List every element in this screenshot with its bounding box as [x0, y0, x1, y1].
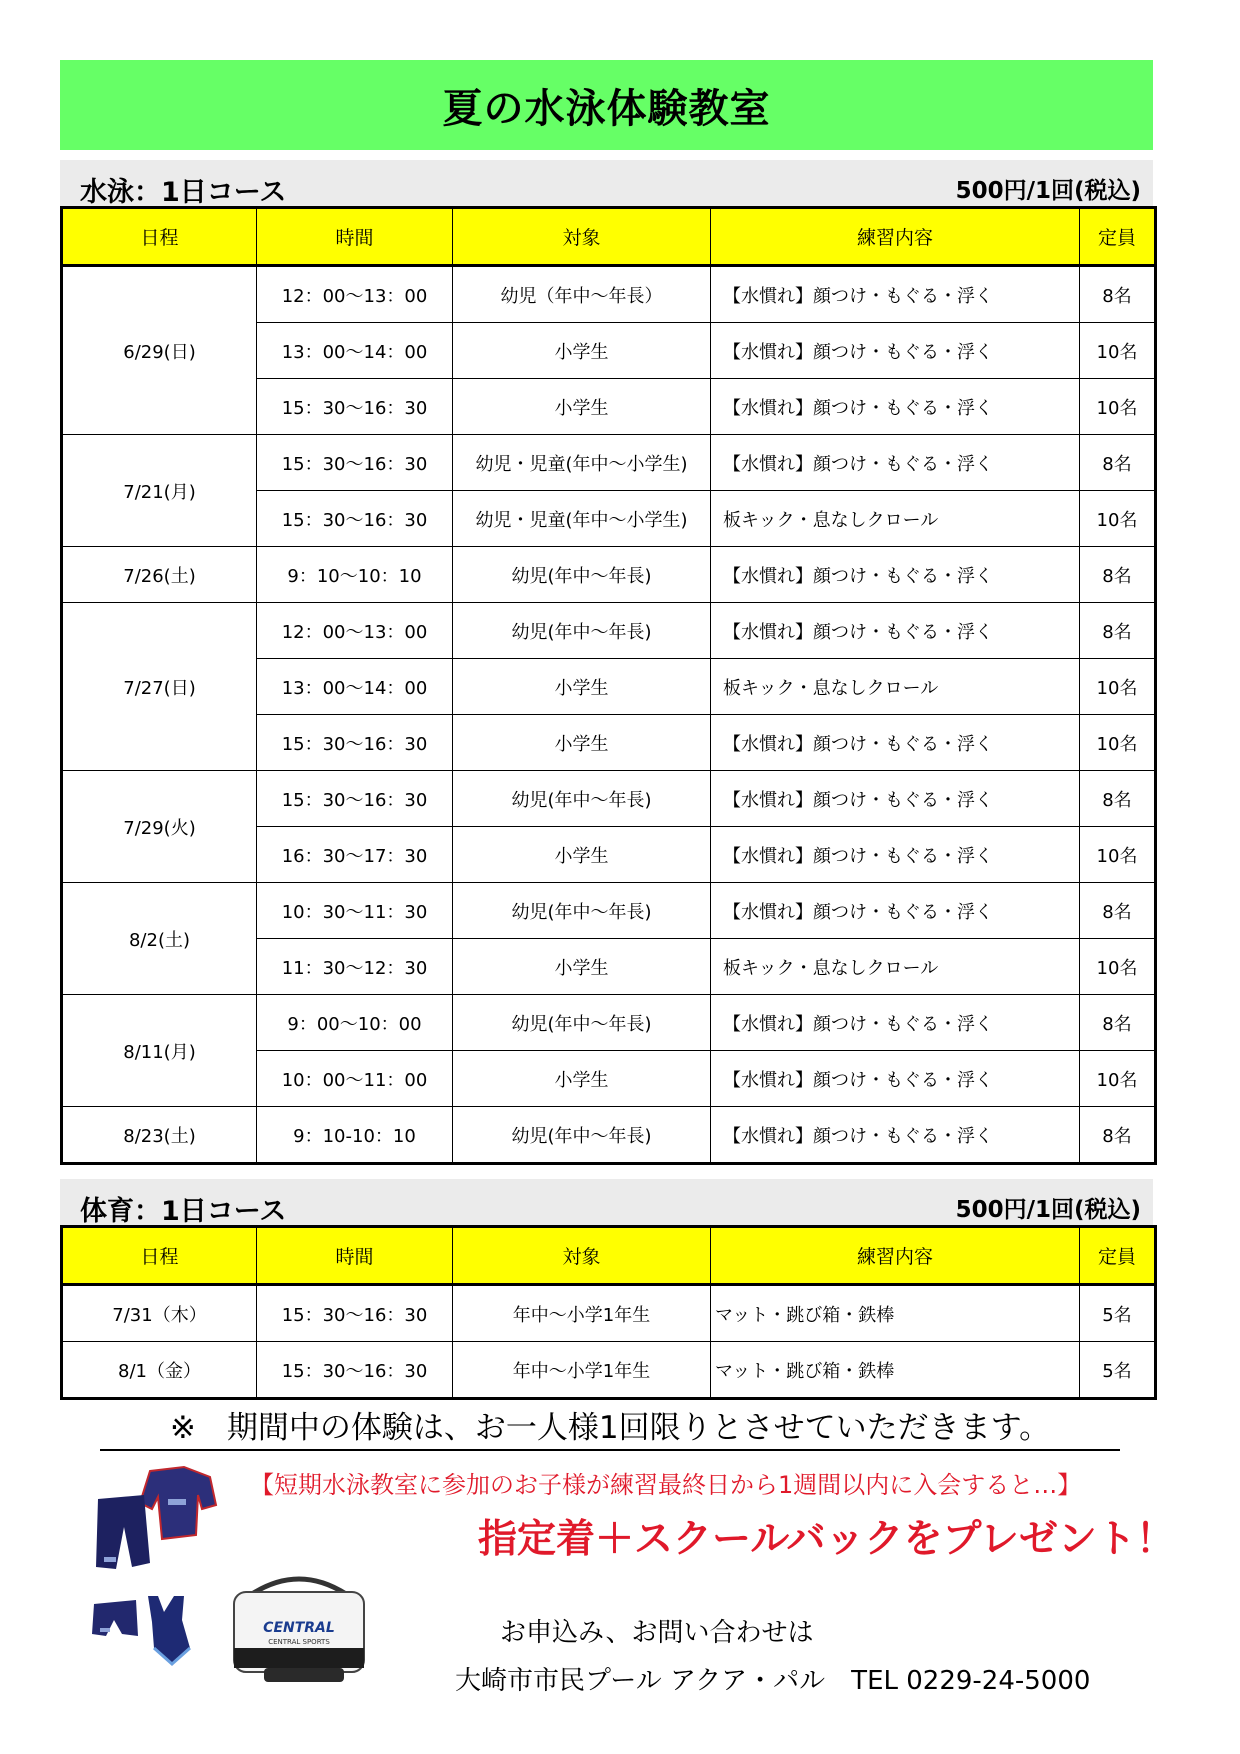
- table-row: [62, 547, 1156, 603]
- content-cell: 【水慣れ】顔つけ・もぐる・浮く: [711, 435, 1080, 491]
- content-cell: 【水慣れ】顔つけ・もぐる・浮く: [711, 547, 1080, 603]
- table-row: [62, 435, 1156, 491]
- table-row: [62, 603, 1156, 659]
- capacity-cell: 10名: [1080, 1051, 1156, 1107]
- capacity-cell: 10名: [1080, 715, 1156, 771]
- content-cell: 【水慣れ】顔つけ・もぐる・浮く: [711, 827, 1080, 883]
- target-cell: 年中～小学1年生: [453, 1285, 711, 1342]
- date-cell: 7/27(日): [62, 603, 257, 771]
- header-time: 時間: [257, 1227, 453, 1285]
- pe-table-header-row: [62, 1227, 1156, 1285]
- target-cell: 幼児(年中～年長): [453, 771, 711, 827]
- pe-course-name: 体育：1日コース: [80, 1196, 287, 1227]
- time-cell: 10：30～11：30: [257, 883, 453, 939]
- pe-course-price: 500円/1回(税込): [955, 1197, 1141, 1223]
- time-cell: 9：10-10：10: [257, 1107, 453, 1164]
- time-cell: 9：00～10：00: [257, 995, 453, 1051]
- content-cell: 板キック・息なしクロール: [711, 659, 1080, 715]
- target-cell: 幼児（年中～年長）: [453, 266, 711, 323]
- content-cell: 【水慣れ】顔つけ・もぐる・浮く: [711, 266, 1080, 323]
- content-cell: 【水慣れ】顔つけ・もぐる・浮く: [711, 1107, 1080, 1164]
- content-cell: 【水慣れ】顔つけ・もぐる・浮く: [711, 715, 1080, 771]
- time-cell: 13：00～14：00: [257, 323, 453, 379]
- capacity-cell: 5名: [1080, 1342, 1156, 1399]
- page-title: 夏の水泳体験教室: [442, 85, 771, 132]
- header-date: 日程: [62, 208, 257, 266]
- notice-text: ※ 期間中の体験は、お一人様1回限りとさせていただきます。: [100, 1402, 1120, 1451]
- content-cell: 板キック・息なしクロール: [711, 491, 1080, 547]
- capacity-cell: 10名: [1080, 659, 1156, 715]
- swim-uniform-image: [92, 1465, 222, 1573]
- date-cell: 8/1（金）: [62, 1342, 257, 1399]
- target-cell: 小学生: [453, 379, 711, 435]
- content-cell: 板キック・息なしクロール: [711, 939, 1080, 995]
- content-cell: 【水慣れ】顔つけ・もぐる・浮く: [711, 379, 1080, 435]
- time-cell: 11：30～12：30: [257, 939, 453, 995]
- contact-intro: お申込み、お問い合わせは: [500, 1618, 814, 1648]
- time-cell: 12：00～13：00: [257, 603, 453, 659]
- time-cell: 15：30～16：30: [257, 771, 453, 827]
- target-cell: 小学生: [453, 323, 711, 379]
- date-cell: 7/21(月): [62, 435, 257, 547]
- date-cell: 8/11(月): [62, 995, 257, 1107]
- table-row: [62, 1285, 1156, 1342]
- target-cell: 幼児(年中～年長): [453, 547, 711, 603]
- table-row: [62, 1342, 1156, 1399]
- target-cell: 小学生: [453, 827, 711, 883]
- capacity-cell: 8名: [1080, 603, 1156, 659]
- swim-table-header-row: [62, 208, 1156, 266]
- target-cell: 小学生: [453, 939, 711, 995]
- content-cell: 【水慣れ】顔つけ・もぐる・浮く: [711, 1051, 1080, 1107]
- time-cell: 16：30～17：30: [257, 827, 453, 883]
- header-target: 対象: [453, 208, 711, 266]
- table-row: [62, 995, 1156, 1051]
- capacity-cell: 10名: [1080, 939, 1156, 995]
- swim-course-name: 水泳：1日コース: [80, 177, 287, 208]
- promo-present-text: 指定着＋スクールバックをプレゼント！: [478, 1517, 1175, 1562]
- time-cell: 15：30～16：30: [257, 435, 453, 491]
- header-content: 練習内容: [711, 208, 1080, 266]
- header-target: 対象: [453, 1227, 711, 1285]
- date-cell: 8/2(土): [62, 883, 257, 995]
- time-cell: 15：30～16：30: [257, 379, 453, 435]
- content-cell: 【水慣れ】顔つけ・もぐる・浮く: [711, 323, 1080, 379]
- target-cell: 小学生: [453, 715, 711, 771]
- date-cell: 7/31（木）: [62, 1285, 257, 1342]
- header-capacity: 定員: [1080, 208, 1156, 266]
- capacity-cell: 8名: [1080, 547, 1156, 603]
- bag-subtext: CENTRAL SPORTS: [268, 1638, 330, 1646]
- school-bag-image: [224, 1570, 374, 1690]
- time-cell: 15：30～16：30: [257, 715, 453, 771]
- target-cell: 年中～小学1年生: [453, 1342, 711, 1399]
- capacity-cell: 8名: [1080, 883, 1156, 939]
- target-cell: 幼児・児童(年中～小学生): [453, 491, 711, 547]
- time-cell: 15：30～16：30: [257, 1285, 453, 1342]
- title-bar: [60, 60, 1153, 150]
- swimsuit-image: [92, 1592, 202, 1672]
- date-cell: 7/29(火): [62, 771, 257, 883]
- capacity-cell: 10名: [1080, 323, 1156, 379]
- capacity-cell: 10名: [1080, 827, 1156, 883]
- target-cell: 小学生: [453, 659, 711, 715]
- date-cell: 6/29(日): [62, 266, 257, 435]
- capacity-cell: 8名: [1080, 266, 1156, 323]
- content-cell: 【水慣れ】顔つけ・もぐる・浮く: [711, 603, 1080, 659]
- time-cell: 9：10～10：10: [257, 547, 453, 603]
- content-cell: 【水慣れ】顔つけ・もぐる・浮く: [711, 883, 1080, 939]
- pe-schedule-table: [60, 1225, 1157, 1400]
- header-date: 日程: [62, 1227, 257, 1285]
- header-content: 練習内容: [711, 1227, 1080, 1285]
- content-cell: 【水慣れ】顔つけ・もぐる・浮く: [711, 771, 1080, 827]
- time-cell: 15：30～16：30: [257, 1342, 453, 1399]
- time-cell: 10：00～11：00: [257, 1051, 453, 1107]
- capacity-cell: 8名: [1080, 1107, 1156, 1164]
- capacity-cell: 8名: [1080, 435, 1156, 491]
- swim-course-price: 500円/1回(税込): [955, 178, 1141, 204]
- capacity-cell: 8名: [1080, 995, 1156, 1051]
- capacity-cell: 8名: [1080, 771, 1156, 827]
- time-cell: 12：00～13：00: [257, 266, 453, 323]
- time-cell: 15：30～16：30: [257, 491, 453, 547]
- header-capacity: 定員: [1080, 1227, 1156, 1285]
- swim-schedule-table: [60, 206, 1157, 1165]
- bag-logo: CENTRAL: [263, 1620, 335, 1636]
- date-cell: 8/23(土): [62, 1107, 257, 1164]
- content-cell: 【水慣れ】顔つけ・もぐる・浮く: [711, 995, 1080, 1051]
- target-cell: 幼児・児童(年中～小学生): [453, 435, 711, 491]
- content-cell: マット・跳び箱・鉄棒: [711, 1285, 1080, 1342]
- promo-condition-text: 【短期水泳教室に参加のお子様が練習最終日から1週間以内に入会すると…】: [250, 1471, 1082, 1499]
- time-cell: 13：00～14：00: [257, 659, 453, 715]
- header-time: 時間: [257, 208, 453, 266]
- contact-details: 大崎市市民プール アクア・パル TEL 0229-24-5000: [455, 1666, 1091, 1696]
- table-row: [62, 266, 1156, 323]
- content-cell: マット・跳び箱・鉄棒: [711, 1342, 1080, 1399]
- target-cell: 幼児(年中～年長): [453, 883, 711, 939]
- capacity-cell: 10名: [1080, 379, 1156, 435]
- target-cell: 幼児(年中～年長): [453, 603, 711, 659]
- capacity-cell: 10名: [1080, 491, 1156, 547]
- target-cell: 小学生: [453, 1051, 711, 1107]
- table-row: [62, 883, 1156, 939]
- target-cell: 幼児(年中～年長): [453, 1107, 711, 1164]
- table-row: [62, 1107, 1156, 1164]
- capacity-cell: 5名: [1080, 1285, 1156, 1342]
- table-row: [62, 771, 1156, 827]
- date-cell: 7/26(土): [62, 547, 257, 603]
- target-cell: 幼児(年中～年長): [453, 995, 711, 1051]
